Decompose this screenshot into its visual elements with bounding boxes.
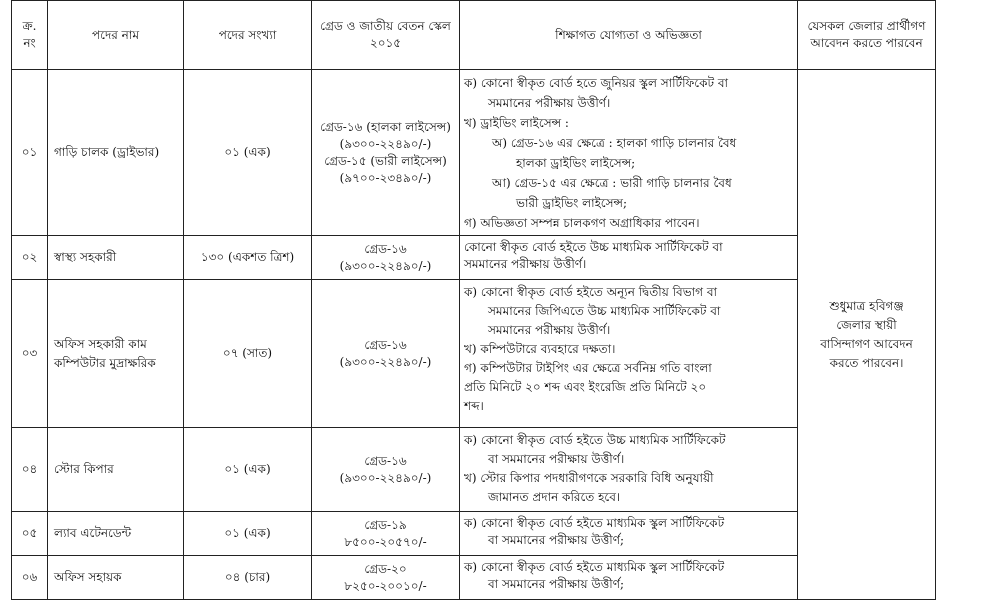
table-row <box>12 556 936 600</box>
table-header-row <box>12 1 936 70</box>
qual-line: ক) কোনো স্বীকৃত বোর্ড হইতে উচ্চ মাধ্যমিক সার্টিফিকেট <box>464 433 726 447</box>
grade-line: (৯৩০০-২২৪৯০/-) <box>339 354 432 369</box>
qual-line: গ) কম্পিউটার টাইপিং এর ক্ষেত্রে সর্বনিম্ন গতি বাংলা <box>464 361 712 375</box>
row-post-name: অফিস সহায়ক <box>48 556 184 600</box>
grade-line: (৯৭০০-২৩৪৯০/-) <box>339 170 432 185</box>
header-grade-scale: গ্রেড ও জাতীয় বেতন স্কেল ২০১৫ <box>312 1 460 70</box>
row-serial: ০৫ <box>12 512 48 556</box>
row-post-count: ০৭ (সাত) <box>184 280 312 428</box>
row-post-name: অফিস সহকারী কাম কম্পিউটার মুদ্রাক্ষরিক <box>48 280 184 428</box>
qual-line: সমমানের পরীক্ষায় উত্তীর্ণ। <box>488 96 611 110</box>
row-grade <box>312 428 460 512</box>
header-serial: ক্র. নং <box>12 1 48 70</box>
header-qualification: শিক্ষাগত যোগ্যতা ও অভিজ্ঞতা <box>460 1 798 70</box>
qual-line: খ) ড্রাইভিং লাইসেন্স : <box>464 116 569 130</box>
table-row <box>12 70 936 236</box>
row-post-name: গাড়ি চালক (ড্রাইভার) <box>48 70 184 236</box>
grade-line: গ্রেড-১৬ (হালকা লাইসেন্স) <box>320 119 451 134</box>
table-row <box>12 428 936 512</box>
grade-line: (৯৩০০-২২৪৯০/-) <box>339 470 432 485</box>
district-note: শুধুমাত্র হবিগঞ্জ জেলার স্থায়ী বাসিন্দাগণ আবেদন করতে পারবেন। <box>820 298 913 370</box>
row-post-count: ০৪ (চার) <box>184 556 312 600</box>
grade-line: গ্রেড-১৫ (ভারী লাইসেন্স) <box>324 153 447 168</box>
row-grade <box>312 512 460 556</box>
qual-line: সমমানের পরীক্ষায় উত্তীর্ণ। <box>488 323 611 337</box>
row-qualification <box>460 556 798 600</box>
row-qualification <box>460 512 798 556</box>
grade-line: গ্রেড-২০ <box>364 561 407 576</box>
qual-line: হালকা ড্রাইভিং লাইসেন্স; <box>516 156 636 170</box>
row-qualification <box>460 280 798 428</box>
row-post-name: ল্যাব এটেনডেন্ট <box>48 512 184 556</box>
qual-line: কোনো স্বীকৃত বোর্ড হইতে উচ্চ মাধ্যমিক সার্টিফিকেট বা <box>464 240 723 254</box>
qual-line: ভারী ড্রাইভিং লাইসেন্স; <box>516 196 628 210</box>
row-qualification <box>460 428 798 512</box>
district-note-cell <box>798 70 936 600</box>
grade-line: গ্রেড-১৬ <box>364 337 407 352</box>
qual-line: বা সমমানের পরীক্ষায় উত্তীর্ণ; <box>488 577 625 591</box>
grade-line: (৯৩০০-২২৪৯০/-) <box>339 258 432 273</box>
grade-line: ৮৫০০-২০৫৭০/- <box>344 534 427 549</box>
row-grade <box>312 236 460 280</box>
qual-line: ক) কোনো স্বীকৃত বোর্ড হইতে মাধ্যমিক স্কুল সার্টিফিকেট <box>464 560 725 574</box>
row-qualification <box>460 70 798 236</box>
grade-line: গ্রেড-১৬ <box>364 453 407 468</box>
row-qualification <box>460 236 798 280</box>
row-post-count: ০১ (এক) <box>184 428 312 512</box>
qual-line: ক) কোনো স্বীকৃত বোর্ড হতে জুনিয়র স্কুল সার্টিফিকেট বা <box>464 76 729 90</box>
qual-line: সমমানের পরীক্ষায় উত্তীর্ণ। <box>464 257 587 271</box>
qual-line: শব্দ। <box>464 399 484 413</box>
row-post-count: ০১ (এক) <box>184 70 312 236</box>
row-serial: ০১ <box>12 70 48 236</box>
grade-line: গ্রেড-১৬ <box>364 241 407 256</box>
recruitment-table <box>11 0 936 600</box>
row-serial: ০২ <box>12 236 48 280</box>
qual-line: ক) কোনো স্বীকৃত বোর্ড হইতে মাধ্যমিক স্কুল সার্টিফিকেট <box>464 516 725 530</box>
row-serial: ০৪ <box>12 428 48 512</box>
row-grade <box>312 280 460 428</box>
recruitment-table-container <box>11 0 935 600</box>
row-post-name: স্বাস্থ্য সহকারী <box>48 236 184 280</box>
header-district: যেসকল জেলার প্রার্থীগণ আবেদন করতে পারবেন <box>798 1 936 70</box>
row-post-name: স্টোর কিপার <box>48 428 184 512</box>
row-serial: ০৬ <box>12 556 48 600</box>
table-row <box>12 236 936 280</box>
header-post-count: পদের সংখ্যা <box>184 1 312 70</box>
qual-line: জামানত প্রদান করিতে হবে। <box>488 490 621 504</box>
grade-line: (৯৩০০-২২৪৯০/-) <box>339 136 432 151</box>
row-grade <box>312 556 460 600</box>
row-post-count: ১৩০ (একশত ত্রিশ) <box>184 236 312 280</box>
row-grade <box>312 70 460 236</box>
grade-line: ৮২৫০-২০০১০/- <box>344 578 427 593</box>
qual-line: আ) গ্রেড-১৫ এর ক্ষেত্রে : ভারী গাড়ি চালনার বৈধ <box>492 176 732 190</box>
qual-line: বা সমমানের পরীক্ষায় উত্তীর্ণ; <box>488 533 625 547</box>
row-serial: ০৩ <box>12 280 48 428</box>
table-row <box>12 280 936 428</box>
row-post-count: ০১ (এক) <box>184 512 312 556</box>
qual-line: খ) স্টোর কিপার পদধারীগণকে সরকারি বিধি অনুযায়ী <box>464 471 714 485</box>
table-row <box>12 512 936 556</box>
qual-line: বা সমমানের পরীক্ষায় উত্তীর্ণ। <box>488 452 625 466</box>
qual-line: সমমানের জিপিএতে উচ্চ মাধ্যমিক সার্টিফিকেট বা <box>488 304 721 318</box>
qual-line: খ) কম্পিউটারে ব্যবহারে দক্ষতা। <box>464 342 616 356</box>
header-post-name: পদের নাম <box>48 1 184 70</box>
qual-line: প্রতি মিনিটে ২০ শব্দ এবং ইংরেজি প্রতি মিনিটে ২০ <box>464 380 707 394</box>
grade-line: গ্রেড-১৯ <box>364 517 407 532</box>
qual-line: গ) অভিজ্ঞতা সম্পন্ন চালকগণ অগ্রাধিকার পাবেন। <box>464 216 700 230</box>
qual-line: অ) গ্রেড-১৬ এর ক্ষেত্রে : হালকা গাড়ি চালনার বৈধ <box>492 136 737 150</box>
qual-line: ক) কোনো স্বীকৃত বোর্ড হইতে অন্যূন দ্বিতীয় বিভাগ বা <box>464 285 717 299</box>
